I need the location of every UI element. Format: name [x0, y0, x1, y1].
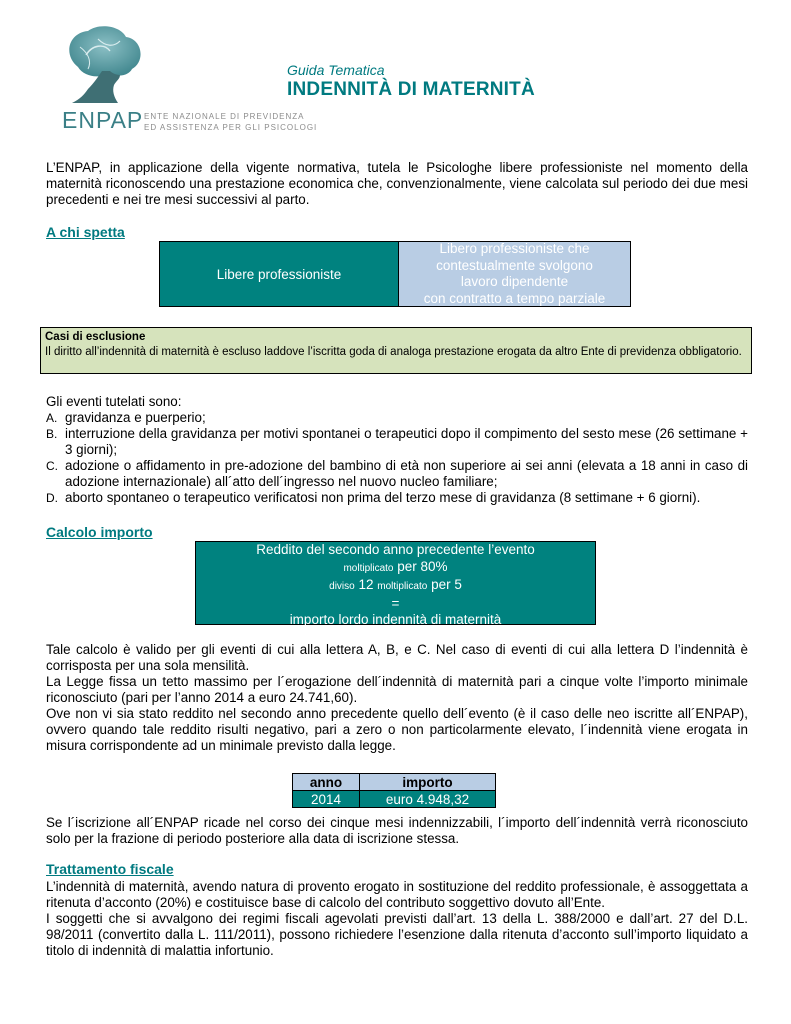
paragraph-text: Ove non vi sia stato reddito nel secondo anno precedente quello dell´evento (è il caso delle neo iscritte all´ENPAP), ovvero quando tale reddito risulti negativo, pari a zero o non particolarmente elevato, l´indennità viene erogata in misura corrispondente ad un minimale previsto dalla legge. — [46, 706, 748, 753]
eligibility-table — [159, 241, 631, 307]
exclusion-title: Casi di esclusione — [45, 331, 146, 343]
exclusion-box — [40, 327, 752, 374]
eligibility-cell-right — [399, 242, 630, 306]
tree-head-icon — [58, 25, 148, 107]
calc-equals: = — [391, 595, 400, 611]
calc-mult-label: moltiplicato — [343, 562, 394, 574]
table-cell-amount: euro 4.948,32 — [360, 791, 496, 808]
list-item-letter: C. — [46, 459, 58, 473]
section-heading-chi-spetta: A chi spetta — [46, 224, 125, 240]
list-item — [46, 426, 748, 458]
paragraph-text: I soggetti che si avvalgono dei regimi fiscali agevolati previsti dall’art. 13 della L. 388/2000 e dall’art. 27 del D.L. 98/2011 (convertito dalla L. 111/2011), possono richiedere l’esenzione dalla ritenuta d’acconto sull’importo liquidato a titolo di indennità di malattia infortunio. — [46, 911, 748, 958]
events-list — [46, 394, 748, 506]
page-title: INDENNITÀ DI MATERNITÀ — [287, 79, 535, 100]
paragraph-fiscal — [46, 879, 748, 959]
enpap-logo — [58, 25, 318, 135]
logo-subtitle-line2: ED ASSISTENZA PER GLI PSICOLOGI — [144, 123, 318, 132]
eligibility-right-line: lavoro dipendente — [460, 274, 569, 289]
paragraph-text: Tale calcolo è valido per gli eventi di cui alla lettera A, B, e C. Nel caso di eventi di cui alla lettera D l’indennità è corrisposta per una sola mensilità. — [46, 642, 748, 673]
table-cell-year: 2014 — [293, 791, 360, 808]
section-heading-calcolo: Calcolo importo — [46, 524, 153, 540]
exclusion-text: Il diritto all’indennità di maternità è escluso laddove l’iscritta goda di analoga prestazione erogata da altro Ente di previdenza obbligatorio. — [45, 346, 742, 358]
list-item-text: aborto spontaneo o terapeutico verificatosi non prima del terzo mese di gravidanza (8 settimane + 6 giorni). — [65, 490, 701, 505]
calculation-box — [195, 541, 596, 625]
intro-paragraph: L’ENPAP, in applicazione della vigente normativa, tutela le Psicologhe libere professioniste nel momento della maternità riconoscendo una prestazione economica che, convenzionalmente, viene calcolata sul periodo dei due mesi precedenti e nei tre mesi successivi al parto. — [46, 160, 748, 207]
events-intro: Gli eventi tutelati sono: — [46, 394, 182, 409]
minimum-amount-table — [292, 773, 496, 808]
table-header-amount: importo — [360, 774, 496, 791]
guide-subtitle: Guida Tematica — [287, 62, 385, 78]
eligibility-right-line: con contratto a tempo parziale — [423, 290, 606, 306]
list-item-text: adozione o affidamento in pre-adozione del bambino di età non superiore ai sei anni (elevata a 18 anni in caso di adozione internazionale) all´atto dell´ingresso nel nuovo nucleo familiare; — [65, 458, 748, 489]
calc-mult2-label: moltiplicato — [377, 581, 428, 592]
list-item — [46, 410, 748, 426]
list-item-letter: A. — [46, 411, 58, 425]
list-item — [46, 458, 748, 490]
section-heading-fiscale: Trattamento fiscale — [46, 861, 174, 877]
calc-line1: Reddito del secondo anno precedente l’evento — [256, 542, 535, 557]
list-item-letter: D. — [46, 491, 58, 505]
calc-div-value: 12 — [358, 577, 374, 592]
list-item — [46, 490, 748, 506]
paragraph-enrollment: Se l´iscrizione all´ENPAP ricade nel corso dei cinque mesi indennizzabili, l´importo dell´indennità verrà riconosciuto solo per la frazione di periodo posteriore alla data di iscrizione stessa. — [46, 815, 748, 846]
logo-subtitle-line1: ENTE NAZIONALE DI PREVIDENZA — [144, 112, 305, 121]
calc-line3 — [196, 577, 595, 596]
paragraph-text: L’indennità di maternità, avendo natura di provento erogato in sostituzione del reddito professionale, è assoggettata a ritenuta d’acconto (20%) e costituisce base di calcolo del contributo soggettivo dovuto all’Ente. — [46, 879, 748, 910]
calc-mult2-value: per 5 — [431, 577, 462, 592]
eligibility-right-line: Libero professioniste che — [439, 241, 590, 256]
calc-line2 — [196, 559, 595, 578]
eligibility-cell-left: Libere professioniste — [160, 242, 399, 306]
list-item-text: interruzione della gravidanza per motivi spontanei o terapeutici dopo il compimento del sesto mese (26 settimane + 3 giorni); — [65, 426, 748, 457]
logo-wordmark: ENPAP — [62, 107, 144, 133]
calc-mult-value: per 80% — [397, 558, 448, 574]
paragraph-validity — [46, 642, 748, 754]
table-header-year: anno — [293, 774, 360, 791]
calc-div-label: diviso — [329, 581, 355, 592]
list-item-letter: B. — [46, 427, 58, 441]
paragraph-text: La Legge fissa un tetto massimo per l´erogazione dell´indennità di maternità pari a cinque volte l’importo minimale riconosciuto (pari per l’anno 2014 a euro 24.741,60). — [46, 674, 748, 705]
calc-result: importo lordo indennità di maternità — [289, 612, 502, 627]
eligibility-right-line: contestualmente svolgono — [436, 257, 593, 273]
list-item-text: gravidanza e puerperio; — [65, 410, 206, 425]
